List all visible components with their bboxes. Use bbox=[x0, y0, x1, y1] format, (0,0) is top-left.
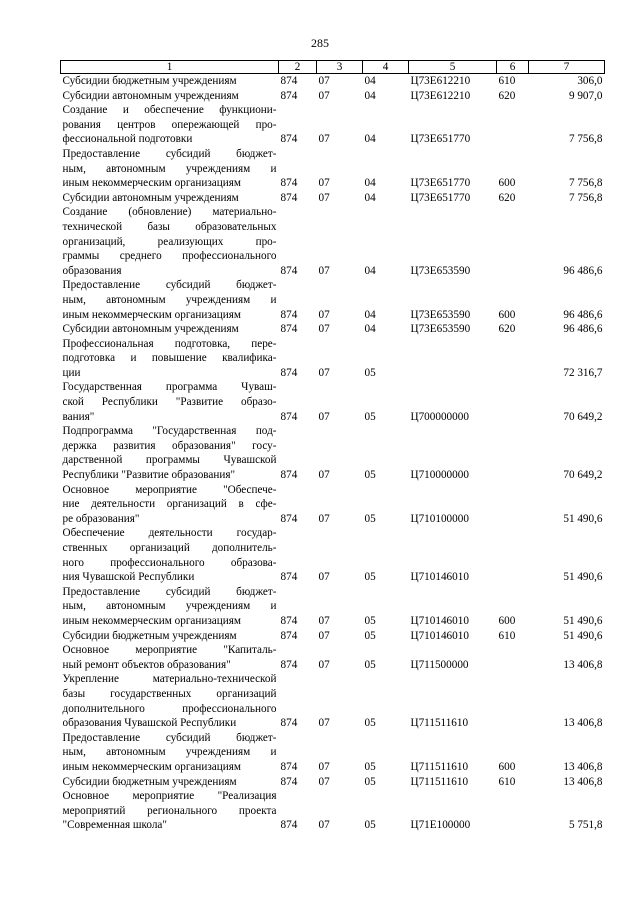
description-line: рования центров опережающей про- bbox=[62, 118, 277, 131]
section-code: 07 bbox=[318, 89, 330, 102]
expense-type-code: 600 bbox=[498, 177, 516, 190]
description-line: Предоставление субсидий бюджет- bbox=[62, 731, 277, 744]
description-line: Субсидии автономным учреждениям bbox=[62, 191, 239, 204]
subsection-code: 05 bbox=[364, 658, 376, 671]
amount: 96 486,6 bbox=[563, 308, 603, 321]
ministry-code: 874 bbox=[280, 775, 298, 788]
ministry-code: 874 bbox=[280, 614, 298, 627]
amount: 9 907,0 bbox=[568, 89, 603, 102]
description-line: Государственная программа Чуваш- bbox=[62, 381, 277, 394]
description-line: Основное мероприятие "Капиталь- bbox=[62, 644, 277, 657]
target-article-code: Ц73Е653590 bbox=[410, 264, 471, 277]
table-row bbox=[61, 322, 605, 337]
ministry-code: 874 bbox=[280, 717, 298, 730]
amount: 96 486,6 bbox=[563, 323, 603, 336]
section-code: 07 bbox=[318, 819, 330, 832]
expense-type-code bbox=[497, 789, 529, 833]
amount: 51 490,6 bbox=[563, 629, 603, 642]
budget-table bbox=[60, 60, 605, 833]
ministry-code: 874 bbox=[280, 75, 298, 87]
expense-type-code: 610 bbox=[498, 75, 516, 87]
expense-type-code: 610 bbox=[498, 629, 516, 642]
amount: 5 751,8 bbox=[568, 819, 603, 832]
description-line: граммы среднего профессионального bbox=[62, 250, 277, 263]
expense-type-code bbox=[497, 424, 529, 482]
subsection-code: 05 bbox=[364, 614, 376, 627]
ministry-code: 874 bbox=[280, 629, 298, 642]
expense-type-code bbox=[497, 526, 529, 584]
description-line: ре образования" bbox=[62, 512, 140, 525]
table-row bbox=[61, 74, 605, 89]
section-code: 07 bbox=[318, 658, 330, 671]
subsection-code: 05 bbox=[364, 629, 376, 642]
ministry-code: 874 bbox=[280, 308, 298, 321]
amount: 7 756,8 bbox=[568, 133, 603, 146]
table-row bbox=[61, 775, 605, 790]
section-code: 07 bbox=[318, 717, 330, 730]
description-line: ным, автономным учреждениям и bbox=[62, 162, 277, 175]
ministry-code: 874 bbox=[280, 469, 298, 482]
target-article-code: Ц711511610 bbox=[410, 775, 469, 788]
section-code: 07 bbox=[318, 614, 330, 627]
section-code: 07 bbox=[318, 177, 330, 190]
target-article-code: Ц73Е651770 bbox=[410, 133, 471, 146]
description-line: Основное мероприятие "Реализация bbox=[62, 790, 277, 803]
table-row bbox=[61, 424, 605, 482]
row-description bbox=[61, 103, 279, 147]
section-code: 07 bbox=[318, 133, 330, 146]
ministry-code: 874 bbox=[280, 819, 298, 832]
expense-type-code bbox=[497, 380, 529, 424]
table-row bbox=[61, 89, 605, 104]
description-line: иным некоммерческим организациям bbox=[62, 308, 241, 321]
expense-type-code bbox=[497, 337, 529, 381]
subsection-code: 04 bbox=[364, 89, 376, 102]
subsection-code: 05 bbox=[364, 571, 376, 584]
description-line: Субсидии бюджетным учреждениям bbox=[62, 75, 237, 87]
description-line: Предоставление субсидий бюджет- bbox=[62, 585, 277, 598]
description-line: ции bbox=[62, 366, 81, 379]
row-description bbox=[61, 672, 279, 730]
target-article-code: Ц73Е653590 bbox=[410, 323, 471, 336]
table-row bbox=[61, 629, 605, 644]
description-line: вания" bbox=[62, 410, 95, 423]
table-header bbox=[61, 61, 605, 74]
ministry-code: 874 bbox=[280, 512, 298, 525]
amount: 13 406,8 bbox=[563, 775, 603, 788]
description-line: Республики "Развитие образования" bbox=[62, 469, 236, 482]
description-line: держка развития образования" госу- bbox=[62, 439, 277, 452]
amount: 70 649,2 bbox=[563, 410, 603, 423]
row-description bbox=[61, 643, 279, 672]
target-article-code: Ц710146010 bbox=[410, 614, 469, 627]
row-description bbox=[61, 380, 279, 424]
subsection-code: 05 bbox=[364, 819, 376, 832]
subsection-code: 04 bbox=[364, 191, 376, 204]
section-code: 07 bbox=[318, 308, 330, 321]
expense-type-code bbox=[497, 483, 529, 527]
column-header: 3 bbox=[317, 61, 363, 74]
description-line: ской Республики "Развитие образо- bbox=[62, 396, 277, 409]
target-article-code: Ц710100000 bbox=[410, 512, 469, 525]
description-line: Создание (обновление) материально- bbox=[62, 206, 277, 219]
description-line: иным некоммерческим организациям bbox=[62, 614, 241, 627]
subsection-code: 04 bbox=[364, 323, 376, 336]
ministry-code: 874 bbox=[280, 323, 298, 336]
amount: 51 490,6 bbox=[563, 512, 603, 525]
expense-type-code: 600 bbox=[498, 308, 516, 321]
row-description bbox=[61, 483, 279, 527]
subsection-code: 05 bbox=[364, 512, 376, 525]
section-code: 07 bbox=[318, 366, 330, 379]
description-line: Основное мероприятие "Обеспече- bbox=[62, 483, 277, 496]
description-line: Предоставление субсидий бюджет- bbox=[62, 147, 277, 160]
amount: 13 406,8 bbox=[563, 760, 603, 773]
subsection-code: 05 bbox=[364, 469, 376, 482]
amount: 51 490,6 bbox=[563, 614, 603, 627]
target-article-code: Ц73Е653590 bbox=[410, 308, 471, 321]
target-article-code bbox=[409, 337, 497, 381]
subsection-code: 04 bbox=[364, 308, 376, 321]
section-code: 07 bbox=[318, 760, 330, 773]
row-description bbox=[61, 424, 279, 482]
target-article-code: Ц73Е612210 bbox=[410, 75, 471, 87]
table-row bbox=[61, 278, 605, 322]
description-line: дарственной программы Чувашской bbox=[62, 454, 277, 467]
column-header: 6 bbox=[497, 61, 529, 74]
description-line: ние деятельности организаций в сфе- bbox=[62, 498, 277, 511]
description-line: дополнительного профессионального bbox=[62, 702, 277, 715]
description-line: ный ремонт объектов образования" bbox=[62, 658, 231, 671]
description-line: ным, автономным учреждениям и bbox=[62, 746, 277, 759]
section-code: 07 bbox=[318, 323, 330, 336]
section-code: 07 bbox=[318, 775, 330, 788]
row-description bbox=[61, 191, 279, 206]
table-row bbox=[61, 147, 605, 191]
row-description bbox=[61, 629, 279, 644]
expense-type-code bbox=[497, 643, 529, 672]
amount: 96 486,6 bbox=[563, 264, 603, 277]
subsection-code: 04 bbox=[364, 75, 376, 87]
table-row bbox=[61, 103, 605, 147]
description-line: Создание и обеспечение функциони- bbox=[62, 104, 277, 117]
amount: 306,0 bbox=[577, 75, 603, 87]
description-line: иным некоммерческим организациям bbox=[62, 177, 241, 190]
section-code: 07 bbox=[318, 571, 330, 584]
column-header: 5 bbox=[409, 61, 497, 74]
subsection-code: 05 bbox=[364, 366, 376, 379]
ministry-code: 874 bbox=[280, 133, 298, 146]
section-code: 07 bbox=[318, 264, 330, 277]
subsection-code: 04 bbox=[364, 264, 376, 277]
section-code: 07 bbox=[318, 469, 330, 482]
description-line: образования bbox=[62, 264, 122, 277]
amount: 13 406,8 bbox=[563, 717, 603, 730]
ministry-code: 874 bbox=[280, 89, 298, 102]
description-line: подготовка и повышение квалифика- bbox=[62, 352, 277, 365]
description-line: Обеспечение деятельности государ- bbox=[62, 527, 277, 540]
description-line: Предоставление субсидий бюджет- bbox=[62, 279, 277, 292]
subsection-code: 05 bbox=[364, 760, 376, 773]
table-row bbox=[61, 483, 605, 527]
table-row bbox=[61, 380, 605, 424]
table-row bbox=[61, 672, 605, 730]
description-line: Укрепление материально-технической bbox=[62, 673, 277, 686]
description-line: ным, автономным учреждениям и bbox=[62, 293, 277, 306]
row-description bbox=[61, 337, 279, 381]
ministry-code: 874 bbox=[280, 410, 298, 423]
description-line: иным некоммерческим организациям bbox=[62, 760, 241, 773]
description-line: ного профессионального образова- bbox=[62, 556, 277, 569]
row-description bbox=[61, 789, 279, 833]
column-header: 2 bbox=[279, 61, 317, 74]
subsection-code: 05 bbox=[364, 410, 376, 423]
row-description bbox=[61, 731, 279, 775]
expense-type-code: 610 bbox=[498, 775, 516, 788]
description-line: Субсидии автономным учреждениям bbox=[62, 323, 239, 336]
amount: 70 649,2 bbox=[563, 469, 603, 482]
target-article-code: Ц710146010 bbox=[410, 571, 469, 584]
row-description bbox=[61, 89, 279, 104]
expense-type-code: 620 bbox=[498, 323, 516, 336]
target-article-code: Ц710146010 bbox=[410, 629, 469, 642]
ministry-code: 874 bbox=[280, 366, 298, 379]
description-line: Субсидии бюджетным учреждениям bbox=[62, 629, 237, 642]
section-code: 07 bbox=[318, 512, 330, 525]
target-article-code: Ц711511610 bbox=[410, 717, 469, 730]
description-line: базы государственных организаций bbox=[62, 687, 277, 700]
subsection-code: 05 bbox=[364, 775, 376, 788]
description-line: технической базы образовательных bbox=[62, 220, 277, 233]
description-line: ния Чувашской Республики bbox=[62, 571, 195, 584]
description-line: ным, автономным учреждениям и bbox=[62, 600, 277, 613]
column-header: 7 bbox=[529, 61, 605, 74]
target-article-code: Ц711500000 bbox=[410, 658, 469, 671]
target-article-code: Ц700000000 bbox=[410, 410, 469, 423]
table-row bbox=[61, 643, 605, 672]
target-article-code: Ц73Е612210 bbox=[410, 89, 471, 102]
subsection-code: 04 bbox=[364, 177, 376, 190]
target-article-code: Ц711511610 bbox=[410, 760, 469, 773]
table-row bbox=[61, 337, 605, 381]
target-article-code: Ц710000000 bbox=[410, 469, 469, 482]
description-line: Подпрограмма "Государственная под- bbox=[62, 425, 277, 438]
target-article-code: Ц73Е651770 bbox=[410, 177, 471, 190]
table-row bbox=[61, 526, 605, 584]
row-description bbox=[61, 585, 279, 629]
expense-type-code: 600 bbox=[498, 614, 516, 627]
section-code: 07 bbox=[318, 629, 330, 642]
table-row bbox=[61, 731, 605, 775]
expense-type-code: 620 bbox=[498, 191, 516, 204]
column-header: 1 bbox=[61, 61, 279, 74]
section-code: 07 bbox=[318, 75, 330, 87]
ministry-code: 874 bbox=[280, 571, 298, 584]
ministry-code: 874 bbox=[280, 658, 298, 671]
expense-type-code: 620 bbox=[498, 89, 516, 102]
expense-type-code: 600 bbox=[498, 760, 516, 773]
row-description bbox=[61, 205, 279, 278]
table-row bbox=[61, 205, 605, 278]
expense-type-code bbox=[497, 205, 529, 278]
table-row bbox=[61, 191, 605, 206]
page-number: 285 bbox=[311, 36, 329, 50]
description-line: фессиональной подготовки bbox=[62, 133, 193, 146]
table-row bbox=[61, 585, 605, 629]
description-line: мероприятий регионального проекта bbox=[62, 804, 277, 817]
description-line: Субсидии бюджетным учреждениям bbox=[62, 775, 237, 788]
expense-type-code bbox=[497, 672, 529, 730]
section-code: 07 bbox=[318, 410, 330, 423]
row-description bbox=[61, 147, 279, 191]
ministry-code: 874 bbox=[280, 264, 298, 277]
ministry-code: 874 bbox=[280, 191, 298, 204]
row-description bbox=[61, 526, 279, 584]
amount: 51 490,6 bbox=[563, 571, 603, 584]
row-description bbox=[61, 322, 279, 337]
amount: 7 756,8 bbox=[568, 177, 603, 190]
description-line: Профессиональная подготовка, пере- bbox=[62, 337, 277, 350]
amount: 72 316,7 bbox=[563, 366, 603, 379]
section-code: 07 bbox=[318, 191, 330, 204]
ministry-code: 874 bbox=[280, 760, 298, 773]
subsection-code: 05 bbox=[364, 717, 376, 730]
column-header: 4 bbox=[363, 61, 409, 74]
row-description bbox=[61, 775, 279, 790]
row-description bbox=[61, 278, 279, 322]
table-row bbox=[61, 789, 605, 833]
table-body bbox=[61, 74, 605, 833]
amount: 13 406,8 bbox=[563, 658, 603, 671]
description-line: образования Чувашской Республики bbox=[62, 717, 237, 730]
description-line: организаций, реализующих про- bbox=[62, 235, 277, 248]
target-article-code: Ц71Е100000 bbox=[410, 819, 471, 832]
ministry-code: 874 bbox=[280, 177, 298, 190]
target-article-code: Ц73Е651770 bbox=[410, 191, 471, 204]
expense-type-code bbox=[497, 103, 529, 147]
description-line: ственных организаций дополнитель- bbox=[62, 542, 277, 554]
description-line: "Современная школа" bbox=[62, 819, 167, 832]
subsection-code: 04 bbox=[364, 133, 376, 146]
row-description bbox=[61, 74, 279, 89]
amount: 7 756,8 bbox=[568, 191, 603, 204]
description-line: Субсидии автономным учреждениям bbox=[62, 89, 239, 102]
